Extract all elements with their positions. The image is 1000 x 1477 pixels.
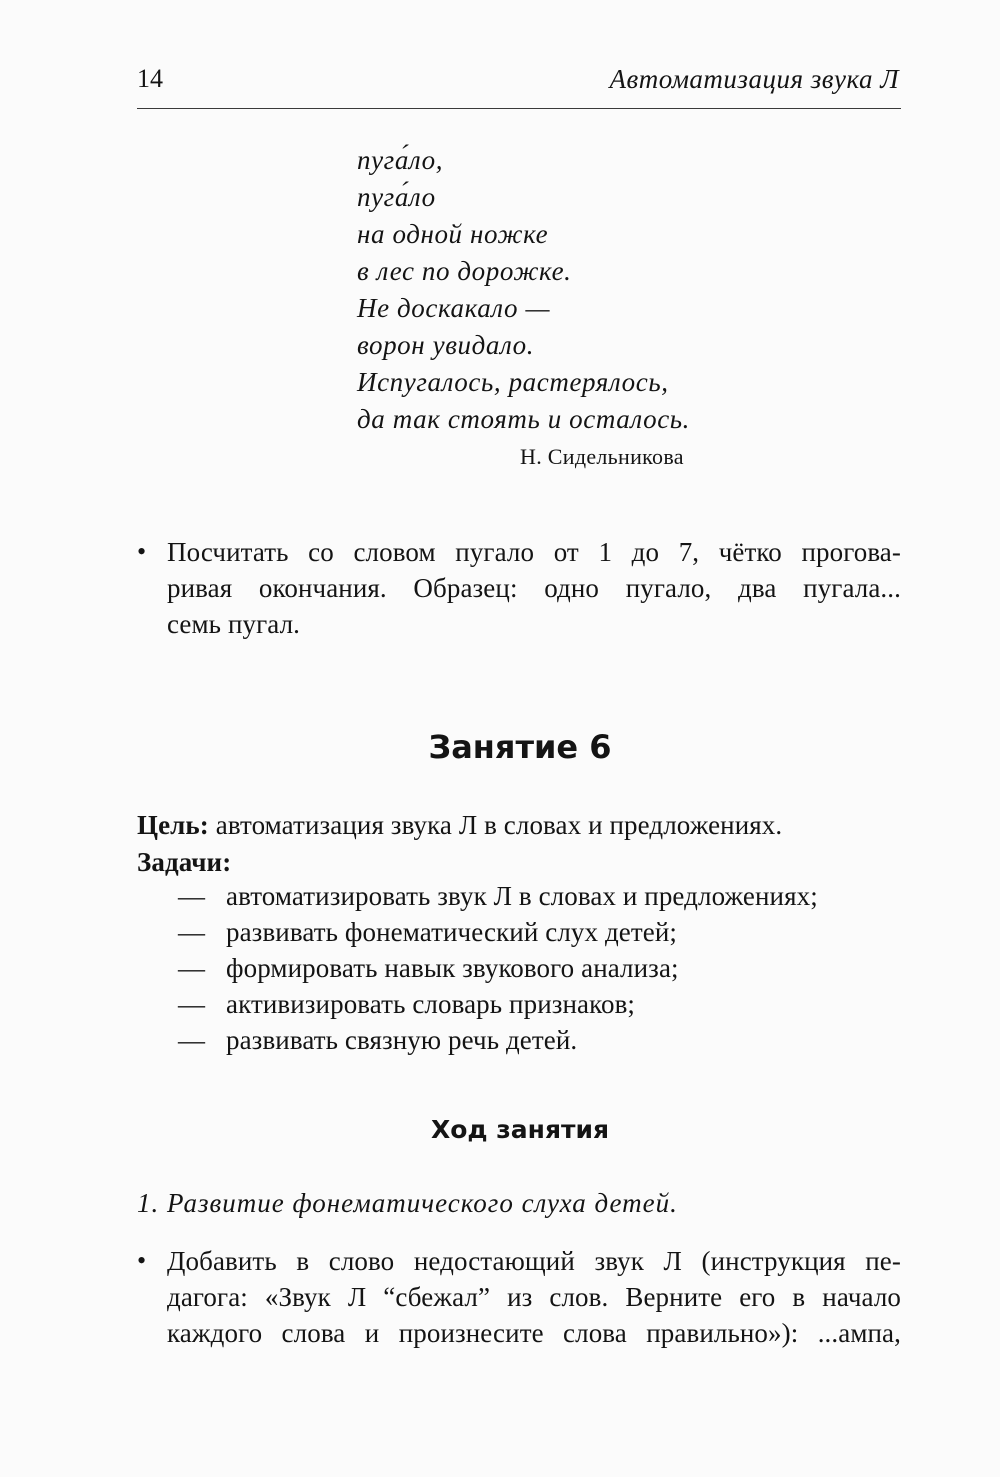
poem-line: пуга́ло xyxy=(357,182,436,212)
section-heading: 1. Развитие фонематического слуха детей. xyxy=(137,1188,678,1218)
text-line: Посчитать со словом пугало от 1 до 7, чётко прогова- xyxy=(167,537,901,567)
poem xyxy=(357,142,690,438)
task-text: развивать связную речь детей. xyxy=(226,1025,578,1055)
text-line: Добавить в слово недостающий звук Л (инструкция пе- xyxy=(167,1246,901,1276)
task-item xyxy=(178,1022,818,1058)
poem-line: Испугалось, растерялось, xyxy=(357,367,669,397)
text-line: семь пугал. xyxy=(167,609,301,639)
poem-author: Н. Сидельникова xyxy=(520,444,684,469)
goal-text: автоматизация звука Л в словах и предложениях. xyxy=(215,810,783,840)
header-rule xyxy=(137,108,901,109)
poem-line: ворон увидало. xyxy=(357,330,535,360)
text-line: ривая окончания. Образец: одно пугало, два пугала... xyxy=(167,573,901,603)
course-title: Ход занятия xyxy=(430,1115,610,1144)
task-text: автоматизировать звук Л в словах и предложениях; xyxy=(226,881,818,911)
text-line: каждого слова и произнесите слова правильно»): ...ампа, xyxy=(167,1318,901,1348)
lesson-title: Занятие 6 xyxy=(428,728,612,766)
task-item xyxy=(178,914,818,950)
task-item xyxy=(178,986,818,1022)
page-number: 14 xyxy=(137,64,163,93)
poem-line: да так стоять и осталось. xyxy=(357,404,691,434)
dash: — xyxy=(178,953,206,983)
exercise-count xyxy=(137,534,901,642)
task-text: формировать навык звукового анализа; xyxy=(226,953,679,983)
tasks-label: Задачи: xyxy=(137,847,232,877)
dash: — xyxy=(178,881,206,911)
goal-label: Цель: xyxy=(137,810,209,840)
bullet: • xyxy=(137,537,147,566)
dash: — xyxy=(178,1025,206,1055)
running-title: Автоматизация звука Л xyxy=(609,64,899,94)
tasks-list xyxy=(178,878,818,1058)
task-item xyxy=(178,878,818,914)
exercise-add-sound xyxy=(137,1243,901,1351)
poem-line: на одной ножке xyxy=(357,219,549,249)
task-text: развивать фонематический слух детей; xyxy=(226,917,677,947)
dash: — xyxy=(178,917,206,947)
poem-line: в лес по дорожке. xyxy=(357,256,572,286)
bullet: • xyxy=(137,1246,147,1275)
poem-line: пуга́ло, xyxy=(357,145,444,175)
task-item xyxy=(178,950,818,986)
goal-line xyxy=(137,807,782,843)
text-line: дагога: «Звук Л “сбежал” из слов. Верните его в начало xyxy=(167,1282,901,1312)
dash: — xyxy=(178,989,206,1019)
exercise-add-sound-text xyxy=(167,1243,901,1351)
task-text: активизировать словарь признаков; xyxy=(226,989,636,1019)
poem-line: Не доскакало — xyxy=(357,293,551,323)
exercise-count-text xyxy=(167,534,901,642)
